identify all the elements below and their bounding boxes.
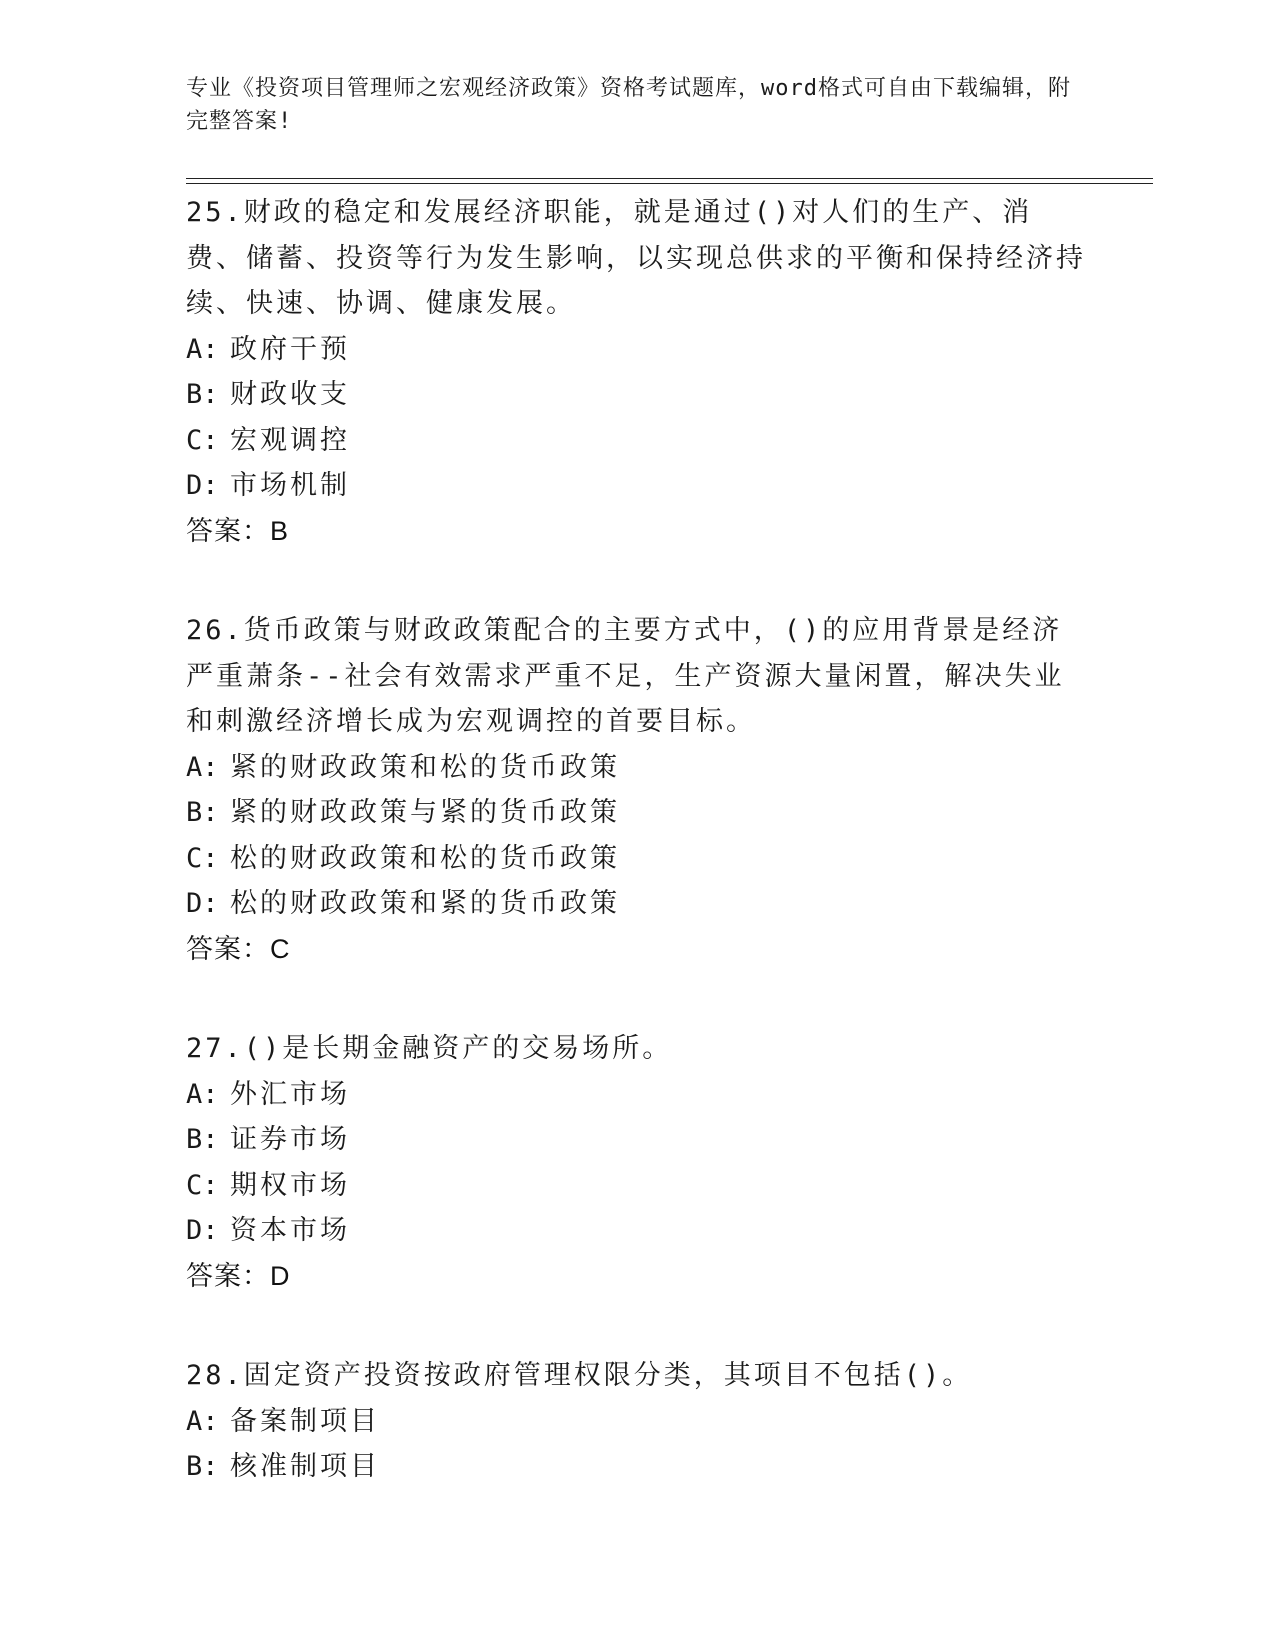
answer-label: 答案：D bbox=[186, 1260, 291, 1291]
option-d bbox=[186, 1208, 1086, 1254]
option-text: 外汇市场 bbox=[230, 1078, 350, 1110]
option-a bbox=[186, 1072, 1086, 1118]
option-text: 资本市场 bbox=[230, 1215, 350, 1246]
option-letter: A: bbox=[186, 751, 219, 783]
option-letter: B: bbox=[186, 379, 219, 410]
question-stem: 25.财政的稳定和发展经济职能，就是通过()对人们的生产、消费、储蓄、投资等行为发生影响，以实现总供求的平衡和保持经济持续、快速、协调、健康发展。 bbox=[186, 197, 1086, 319]
option-b bbox=[186, 1117, 1086, 1163]
question-stem: 28.固定资产投资按政府管理权限分类，其项目不包括()。 bbox=[186, 1360, 973, 1391]
option-letter: D: bbox=[186, 470, 219, 501]
option-text: 宏观调控 bbox=[230, 424, 350, 456]
option-letter: B: bbox=[186, 797, 219, 828]
option-letter: C: bbox=[186, 842, 219, 874]
option-a bbox=[186, 745, 1086, 791]
option-letter: B: bbox=[186, 1124, 219, 1155]
question-27 bbox=[186, 1026, 1086, 1299]
question-26 bbox=[186, 608, 1086, 972]
option-text: 市场机制 bbox=[230, 470, 350, 501]
option-text: 财政收支 bbox=[230, 379, 350, 410]
option-c bbox=[186, 1163, 1086, 1209]
option-letter: D: bbox=[186, 888, 219, 919]
option-a bbox=[186, 327, 1086, 373]
question-28 bbox=[186, 1353, 1086, 1490]
question-25 bbox=[186, 190, 1086, 554]
option-a bbox=[186, 1399, 1086, 1445]
header-divider-top bbox=[186, 178, 1153, 179]
option-text: 备案制项目 bbox=[230, 1405, 380, 1437]
option-b bbox=[186, 790, 1086, 836]
option-letter: B: bbox=[186, 1451, 219, 1482]
answer-label: 答案：C bbox=[186, 933, 291, 964]
question-list bbox=[186, 190, 1086, 1544]
option-letter: A: bbox=[186, 333, 219, 365]
option-text: 紧的财政政策和松的货币政策 bbox=[230, 751, 620, 783]
option-text: 核准制项目 bbox=[230, 1451, 380, 1482]
option-text: 紧的财政政策与紧的货币政策 bbox=[230, 797, 620, 828]
option-text: 政府干预 bbox=[230, 333, 350, 365]
option-b bbox=[186, 372, 1086, 418]
option-letter: A: bbox=[186, 1078, 219, 1110]
option-text: 证券市场 bbox=[230, 1124, 350, 1155]
option-letter: A: bbox=[186, 1405, 219, 1437]
document-header: 专业《投资项目管理师之宏观经济政策》资格考试题库，word格式可自由下载编辑，附完整答案! bbox=[186, 76, 1071, 134]
option-c bbox=[186, 418, 1086, 464]
option-text: 松的财政政策和紧的货币政策 bbox=[230, 888, 620, 919]
header-divider-bottom bbox=[186, 183, 1153, 184]
option-letter: D: bbox=[186, 1215, 219, 1246]
option-letter: C: bbox=[186, 1169, 219, 1201]
question-stem: 26.货币政策与财政政策配合的主要方式中，()的应用背景是经济严重萧条--社会有效需求严重不足，生产资源大量闲置，解决失业和刺激经济增长成为宏观调控的首要目标。 bbox=[186, 615, 1065, 737]
option-text: 松的财政政策和松的货币政策 bbox=[230, 842, 620, 874]
question-stem: 27.()是长期金融资产的交易场所。 bbox=[186, 1033, 673, 1064]
option-d bbox=[186, 463, 1086, 509]
option-text: 期权市场 bbox=[230, 1169, 350, 1201]
option-d bbox=[186, 881, 1086, 927]
option-b bbox=[186, 1444, 1086, 1490]
option-letter: C: bbox=[186, 424, 219, 456]
answer-label: 答案：B bbox=[186, 515, 290, 546]
option-c bbox=[186, 836, 1086, 882]
